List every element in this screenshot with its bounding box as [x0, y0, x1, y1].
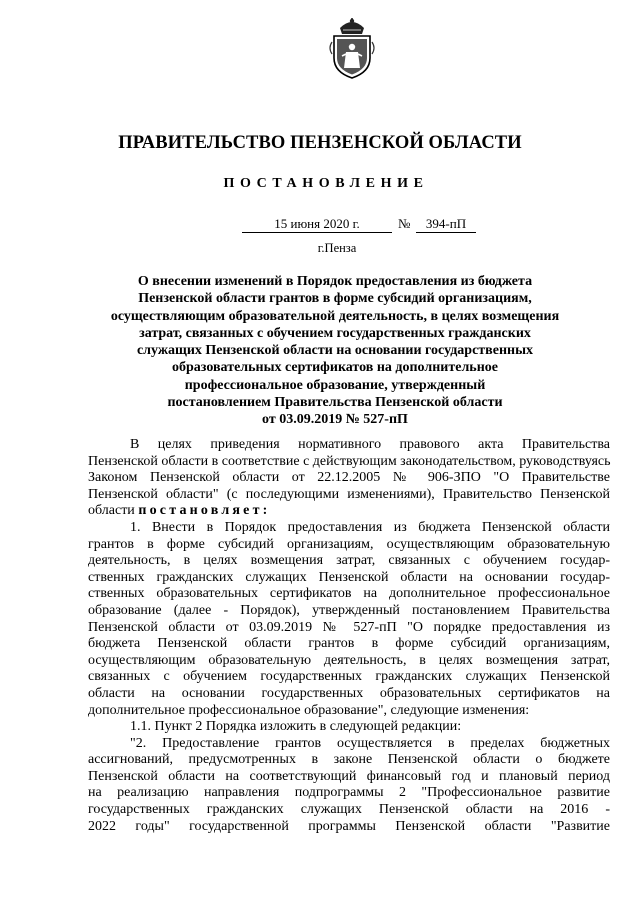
- body-line: области на основании государственных образовательных сертификатов на: [88, 685, 610, 701]
- document-type: ПОСТАНОВЛЕНИЕ: [223, 176, 429, 191]
- body-line: ственных гражданских служащих Пензенской области на основании государ-: [88, 569, 610, 585]
- title-line: Пензенской области грантов в форме субсидий организациям,: [138, 291, 532, 307]
- title-line: О внесении изменений в Порядок предоставления из бюджета: [137, 274, 533, 289]
- decree-date: 15 июня 2020 г.: [242, 216, 392, 233]
- body-line: государственных гражданских служащих Пензенской области на 2016 -: [88, 802, 610, 818]
- body-line: осуществляющим образовательную деятельность, в целях возмещения затрат,: [88, 652, 610, 668]
- body-line: дополнительное профессиональное образование", следующие изменения:: [88, 702, 530, 718]
- body-line: Пензенской области" (с последующими изменениями), Правительство Пензенской: [88, 486, 610, 502]
- body-line: В целях приведения нормативного правового акта Правительства: [130, 437, 610, 452]
- title-line: образовательных сертификатов на дополнительное: [172, 360, 498, 376]
- body-line: ственных образовательных сертификатов на дополнительное профессиональное: [88, 586, 610, 602]
- document-title: [100, 273, 570, 429]
- title-line: постановлением Правительства Пензенской области: [167, 395, 503, 411]
- date-number-line: [0, 216, 640, 234]
- coat-of-arms-emblem: [326, 18, 378, 80]
- title-line: затрат, связанных с обучением государственных гражданских: [139, 325, 531, 341]
- body-line: Пензенской области на соответствующий финансовый год и плановый период: [88, 768, 610, 784]
- city-name: г.Пенза: [317, 241, 357, 255]
- decides-word: постановляет:: [138, 503, 271, 519]
- body-line-text: области: [88, 503, 135, 519]
- body-line: связанных с обучением государственных гражданских служащих Пензенской: [88, 669, 610, 685]
- title-line: профессиональное образование, утвержденный: [184, 377, 486, 393]
- body-line: грантов в форме субсидий организациям, осуществляющим образовательную: [88, 536, 610, 552]
- body-line: Пензенской области в соответствие с действующим законодательством, руководствуясь: [88, 453, 611, 469]
- body-line: бюджета Пензенской области грантов в форме субсидий организациям,: [88, 636, 610, 652]
- title-line: служащих Пензенской области на основании государственных: [136, 343, 534, 359]
- body-line: образование (далее - Порядок), утвержденный постановлением Правительства: [88, 602, 610, 618]
- body-line: ассигнований, предусмотренных в законе Пензенской области о бюджете: [88, 752, 610, 768]
- number-sign: №: [398, 216, 411, 231]
- body-line: на реализацию направления подпрограммы 2 "Профессиональное развитие: [88, 785, 610, 801]
- body-line: деятельность, в целях возмещения затрат, связанных с обучением государ-: [88, 553, 610, 569]
- government-title: ПРАВИТЕЛЬСТВО ПЕНЗЕНСКОЙ ОБЛАСТИ: [118, 133, 522, 153]
- body-line: Законом Пензенской области от 22.12.2005 № 906-ЗПО "О Правительстве: [88, 470, 610, 486]
- body-line-decides: [88, 503, 610, 520]
- body-line: 2022 годы" государственной программы Пензенской области "Развитие: [88, 818, 610, 834]
- body-line: 1. Внести в Порядок предоставления из бюджета Пензенской области: [130, 519, 610, 535]
- document-body: [88, 437, 610, 835]
- title-line: осуществляющим образовательной деятельность, в целях возмещения: [110, 308, 560, 324]
- decree-number: 394-пП: [416, 216, 476, 233]
- body-line: "2. Предоставление грантов осуществляется в пределах бюджетных: [130, 735, 610, 751]
- body-line: 1.1. Пункт 2 Порядка изложить в следующей редакции:: [130, 719, 462, 735]
- title-line: от 03.09.2019 № 527-пП: [262, 412, 408, 428]
- body-line: Пензенской области от 03.09.2019 № 527-пП "О порядке предоставления из: [88, 619, 610, 635]
